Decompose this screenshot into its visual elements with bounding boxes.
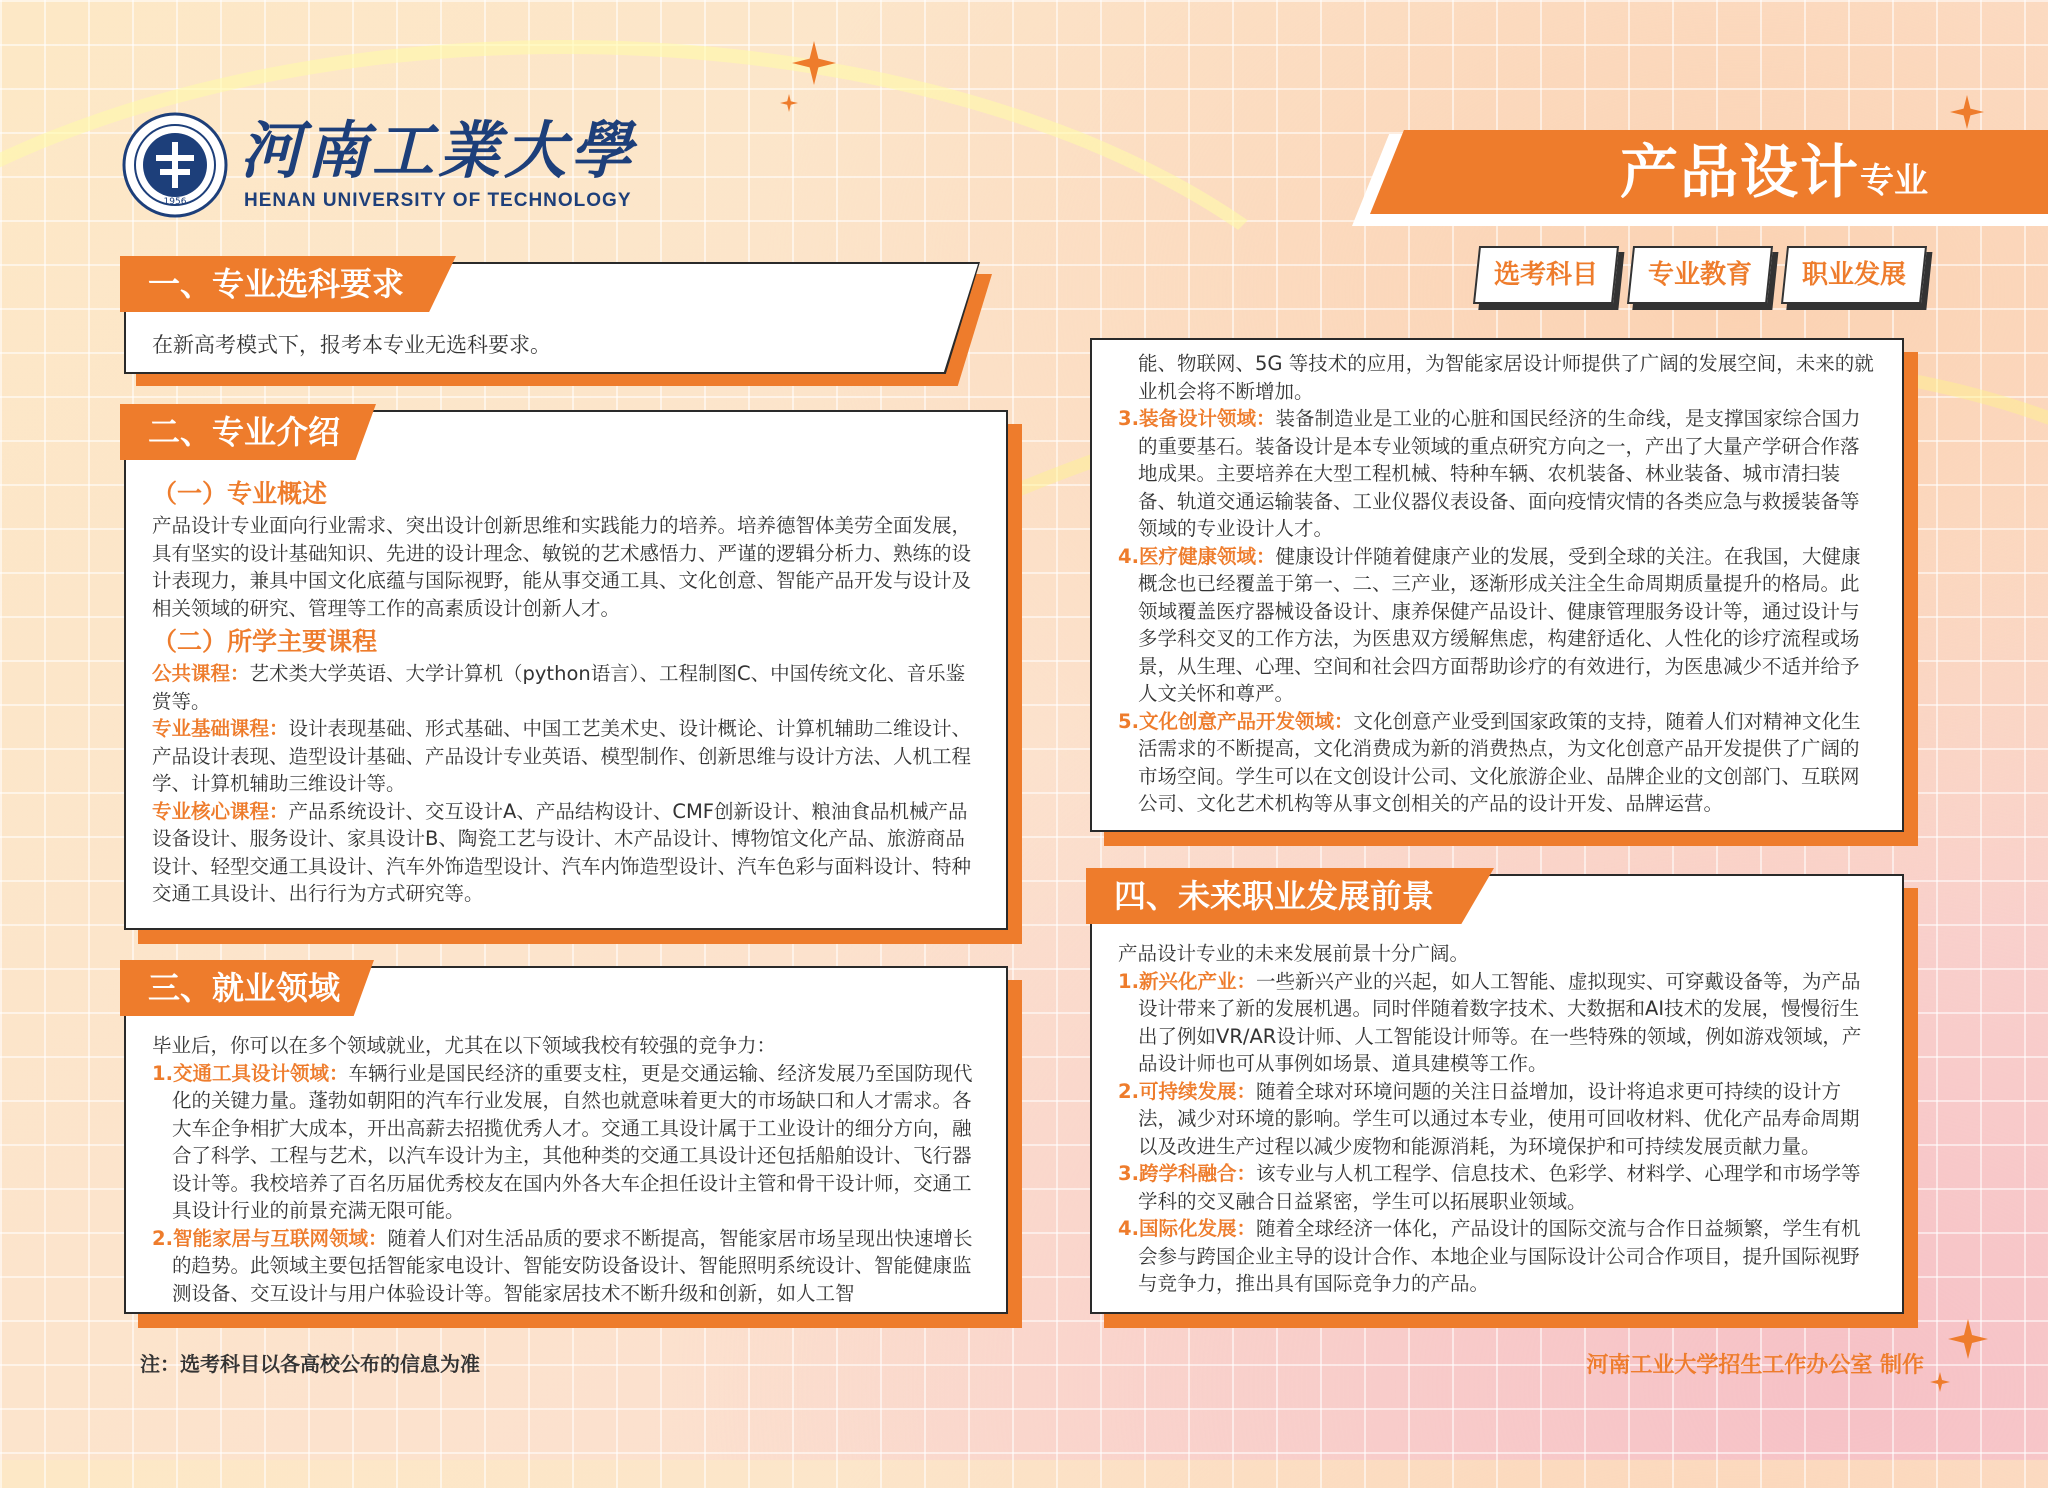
tag-career: 职业发展 <box>1781 246 1927 304</box>
subsection-heading: （一）专业概述 <box>152 479 328 508</box>
section-employment-fields-continued <box>1090 338 1904 832</box>
employment-item: 5.文化创意产品开发领域：文化创意产业受到国家政策的支持，随着人们对精神文化生活需求的不断提高，文化消费成为新的消费热点，为文化创意产品开发提供了广阔的市场空间。学生可以在文创设计公司、文化旅游企业、品牌企业的文创部门、互联网公司、文化艺术机构等从事文创相关的产品的设计开发、品牌运营。 <box>1118 709 1861 815</box>
course-item: 专业核心课程：产品系统设计、交互设计A、产品结构设计、CMF创新设计、粮油食品机械产品设备设计、服务设计、家具设计B、陶瓷工艺与设计、木产品设计、博物馆文化产品、旅游商品设计、轻型交通工具设计、汽车外饰造型设计、汽车内饰造型设计、汽车色彩与面料设计、特种交通工具设计、出行行为方式研究等。 <box>152 799 972 905</box>
career-item: 3.跨学科融合：该专业与人机工程学、信息技术、色彩学、材料学、心理学和市场学等学科的交叉融合日益紧密，学生可以拓展职业领域。 <box>1118 1162 1861 1213</box>
section-heading: 二、专业介绍 <box>148 413 341 451</box>
section-career-prospects <box>1090 874 1904 1314</box>
university-logo <box>122 112 642 222</box>
career-item: 1.新兴化产业：一些新兴产业的兴起，如人工智能、虚拟现实、可穿戴设备等，为产品设计带来了新的发展机遇。同时伴随着数字技术、大数据和AI技术的发展，慢慢衍生出了例如VR/AR设计师、人工智能设计师等。在一些特殊的领域，例如游戏领域，产品设计师也可从事例如场景、道具建模等工作。 <box>1118 969 1862 1075</box>
career-item: 2.可持续发展：随着全球对环境问题的关注日益增加，设计将追求更可持续的设计方法，减少对环境的影响。学生可以通过本专业，使用可回收材料、优化产品寿命周期以及改进生产过程以减少废物和能源消耗，为环境保护和可持续发展贡献力量。 <box>1118 1079 1860 1158</box>
section-text: 在新高考模式下，报考本专业无选科要求。 <box>152 333 551 357</box>
employment-item: 1.交通工具设计领域：车辆行业是国民经济的重要支柱，更是交通运输、经济发展乃至国防现代化的关键力量。蓬勃如朝阳的汽车行业发展，自然也就意味着更大的市场缺口和人才需求。各大车企争相扩大成本，开出高薪去招揽优秀人才。交通工具设计属于工业设计的细分方向，融合了科学、工程与艺术，以汽车设计为主，其他种类的交通工具设计还包括船舶设计、飞行器设计等。我校培养了百名历届优秀校友在国内外各大车企担任设计主管和骨干设计师，交通工具设计行业的前景充满无限可能。 <box>152 1061 973 1222</box>
university-name-cn: 河南工業大學 <box>240 114 637 187</box>
section-employment-fields <box>124 966 1008 1314</box>
employment-item: 3.装备设计领域：装备制造业是工业的心脏和国民经济的生命线，是支撑国家综合国力的重要基石。装备设计是本专业领域的重点研究方向之一，产出了大量产学研合作落地成果。主要培养在大型工程机械、特种车辆、农机装备、林业装备、城市清扫装备、轨道交通运输装备、工业仪器仪表设备、面向疫情灾情的各类应急与救援装备等领域的专业设计人才。 <box>1118 407 1861 540</box>
seal-year: 1956 <box>163 197 187 207</box>
section-heading: 三、就业领域 <box>148 969 341 1007</box>
sparkle-icon <box>792 38 836 88</box>
employment-item: 4.医疗健康领域：健康设计伴随着健康产业的发展，受到全球的关注。在我国，大健康概念也已经覆盖于第一、二、三产业，逐渐形成关注全生命周期质量提升的格局。此领域覆盖医疗器械设备设计、康养保健产品设计、健康管理服务设计等，通过设计与多学科交叉的工作方法，为医患双方缓解焦虑，构建舒适化、人性化的诊疗流程或场景，从生理、心理、空间和社会四方面帮助诊疗的有效进行，为医患减少不适并给予人文关怀和尊严。 <box>1118 544 1861 705</box>
university-seal-icon <box>122 112 228 218</box>
overview-text: 产品设计专业面向行业需求、突出设计创新思维和实践能力的培养。培养德智体美劳全面发展，具有坚实的设计基础知识、先进的设计理念、敏锐的艺术感悟力、严谨的逻辑分析力、熟练的设计表现力，兼具中国文化底蕴与国际视野，能从事交通工具、文化创意、智能产品开发与设计及相关领域的研究、管理等工作的高素质设计创新人才。 <box>152 514 972 620</box>
major-name: 产品设计 <box>1619 138 1860 206</box>
career-item: 4.国际化发展：随着全球经济一体化，产品设计的国际交流与合作日益频繁，学生有机会参与跨国企业主导的设计合作、本地企业与国际设计公司合作项目，提升国际视野与竞争力，推出具有国际竞争力的产品。 <box>1118 1217 1861 1295</box>
major-tags <box>1476 246 1924 304</box>
footnote: 注：选考科目以各高校公布的信息为准 <box>140 1352 480 1376</box>
major-title <box>1620 136 1928 223</box>
section-major-introduction <box>124 410 1008 930</box>
sparkle-icon <box>1950 92 1984 132</box>
section-intro: 毕业后，你可以在多个领域就业，尤其在以下领域我校有较强的竞争力： <box>152 1034 777 1057</box>
major-title-banner <box>1352 130 2048 226</box>
section-heading: 四、未来职业发展前景 <box>1114 877 1435 915</box>
continued-text: 能、物联网、5G 等技术的应用，为智能家居设计师提供了广阔的发展空间，未来的就业机会将不断增加。 <box>1138 352 1874 403</box>
producer-credit: 河南工业大学招生工作办公室 制作 <box>1586 1353 1924 1378</box>
sparkle-icon <box>1930 1370 1950 1394</box>
major-suffix: 专业 <box>1860 161 1928 201</box>
employment-item: 2.智能家居与互联网领域：随着人们对生活品质的要求不断提高，智能家居市场呈现出快速增长的趋势。此领域主要包括智能家电设计、智能安防设备设计、智能照明系统设计、智能健康监测设备、交互设计与用户体验设计等。智能家居技术不断升级和创新，如人工智 <box>152 1226 973 1305</box>
course-item: 专业基础课程：设计表现基础、形式基础、中国工艺美术史、设计概论、计算机辅助二维设计、产品设计表现、造型设计基础、产品设计专业英语、模型制作、创新思维与设计方法、人机工程学、计算机辅助三维设计等。 <box>152 717 972 795</box>
sparkle-icon <box>1948 1316 1988 1362</box>
subsection-heading: （二）所学主要课程 <box>152 627 378 656</box>
tag-education: 专业教育 <box>1627 246 1773 304</box>
tag-subjects: 选考科目 <box>1473 246 1619 304</box>
section-intro: 产品设计专业的未来发展前景十分广阔。 <box>1118 942 1470 965</box>
section-subject-requirements <box>124 262 980 374</box>
course-item: 公共课程：艺术类大学英语、大学计算机（python语言）、工程制图C、中国传统文化、音乐鉴赏等。 <box>152 662 966 713</box>
university-name-en: HENAN UNIVERSITY OF TECHNOLOGY <box>244 190 632 211</box>
section-heading: 一、专业选科要求 <box>148 265 405 303</box>
sparkle-icon <box>780 92 798 114</box>
